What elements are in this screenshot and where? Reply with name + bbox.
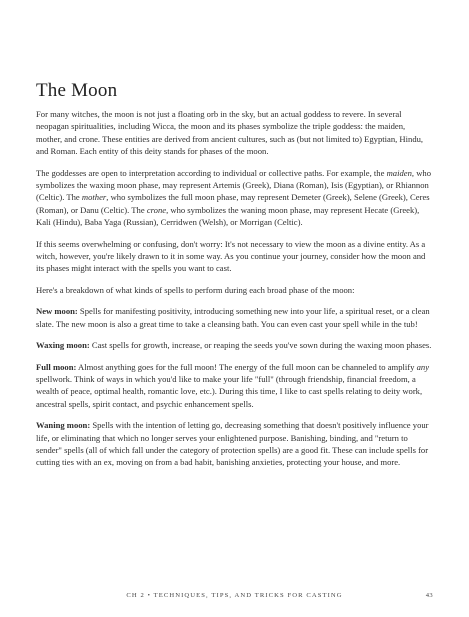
page-body bbox=[36, 80, 433, 478]
phase-label: New moon: bbox=[36, 306, 78, 317]
section-heading: The Moon bbox=[36, 80, 118, 101]
term-any: any bbox=[416, 361, 430, 372]
paragraph-intro: For many witches, the moon is not just a floating orb in the sky, but an actual goddess to revere. In several neopagan spiritualities, including Wicca, the moon and its phases symbolize the triple goddess: the maiden, mother, and crone. These entities are derived from ancient cultures, such as (but not limited to) Egyptian, Hindu, and Roman. Each entity of this deity stands for phases of the moon. bbox=[36, 109, 424, 157]
phase-waning-moon: Waning moon: Spells with the intention of letting go, decreasing something that doesn't positively influence your life, or eliminating that which no longer serves your enlightened purpose. Banishing, binding, and "return to sender" spells (all of which fall under the category of protection spells) are a good fit. These can include spells for cutting ties with an ex, moving on from a bad habit, banishing anxieties, protecting your house, and more. bbox=[36, 420, 429, 468]
phase-new-moon: New moon: Spells for manifesting positivity, introducing something new into your life, a spiritual reset, or a clean slate. The new moon is also a great time to take a cleansing bath. You can even cast your spell while in the tub! bbox=[36, 306, 430, 329]
phase-label: Full moon: bbox=[36, 361, 77, 372]
running-head: CH 2 • TECHNIQUES, TIPS, AND TRICKS FOR CASTING bbox=[126, 592, 343, 599]
paragraph-reassurance: If this seems overwhelming or confusing, don't worry: It's not necessary to view the moon as a divine entity. As a witch, however, you're likely drawn to it in some way. As you continue your journey, consider how the moon and its phases might interact with the spells you want to cast. bbox=[36, 238, 426, 274]
page-number: 43 bbox=[425, 592, 433, 599]
paragraph-breakdown: Here's a breakdown of what kinds of spells to perform during each broad phase of the moon: bbox=[36, 284, 355, 295]
paragraph-goddesses: The goddesses are open to interpretation according to individual or collective paths. For example, the maiden, who symbolizes the waxing moon phase, may represent Artemis (Greek), Diana (Roman), Isis (Egyptian), or Rhiannon (Celtic). The mother, who symbolizes the full moon phase, may represent Demeter (Greek), Selene (Greek), Ceres (Roman), or Danu (Celtic). The crone, who symbolizes the waning moon phase, may represent Hecate (Greek), Kali (Hindu), Baba Yaga (Russian), Cerridwen (Welsh), or Morrigan (Celtic). bbox=[36, 167, 431, 228]
term-maiden: maiden bbox=[386, 167, 412, 178]
phase-full-moon: Full moon: Almost anything goes for the full moon! The energy of the full moon can be channeled to amplify any spellwork. Think of ways in which you'd like to make your life "full" (through friendship, financial freedom, a wealth of peace, optimal health, romantic love, etc.). During this time, I like to cast spells relating to deity work, ancestral spells, spirit contact, and psychic enhancement spells. bbox=[36, 361, 430, 409]
phase-label: Waning moon: bbox=[36, 420, 91, 431]
phase-label: Waxing moon: bbox=[36, 340, 90, 351]
term-crone: crone bbox=[146, 204, 167, 215]
term-mother: mother bbox=[81, 192, 107, 203]
phase-waxing-moon: Waxing moon: Cast spells for growth, increase, or reaping the seeds you've sown during the waxing moon phases. bbox=[36, 340, 432, 351]
